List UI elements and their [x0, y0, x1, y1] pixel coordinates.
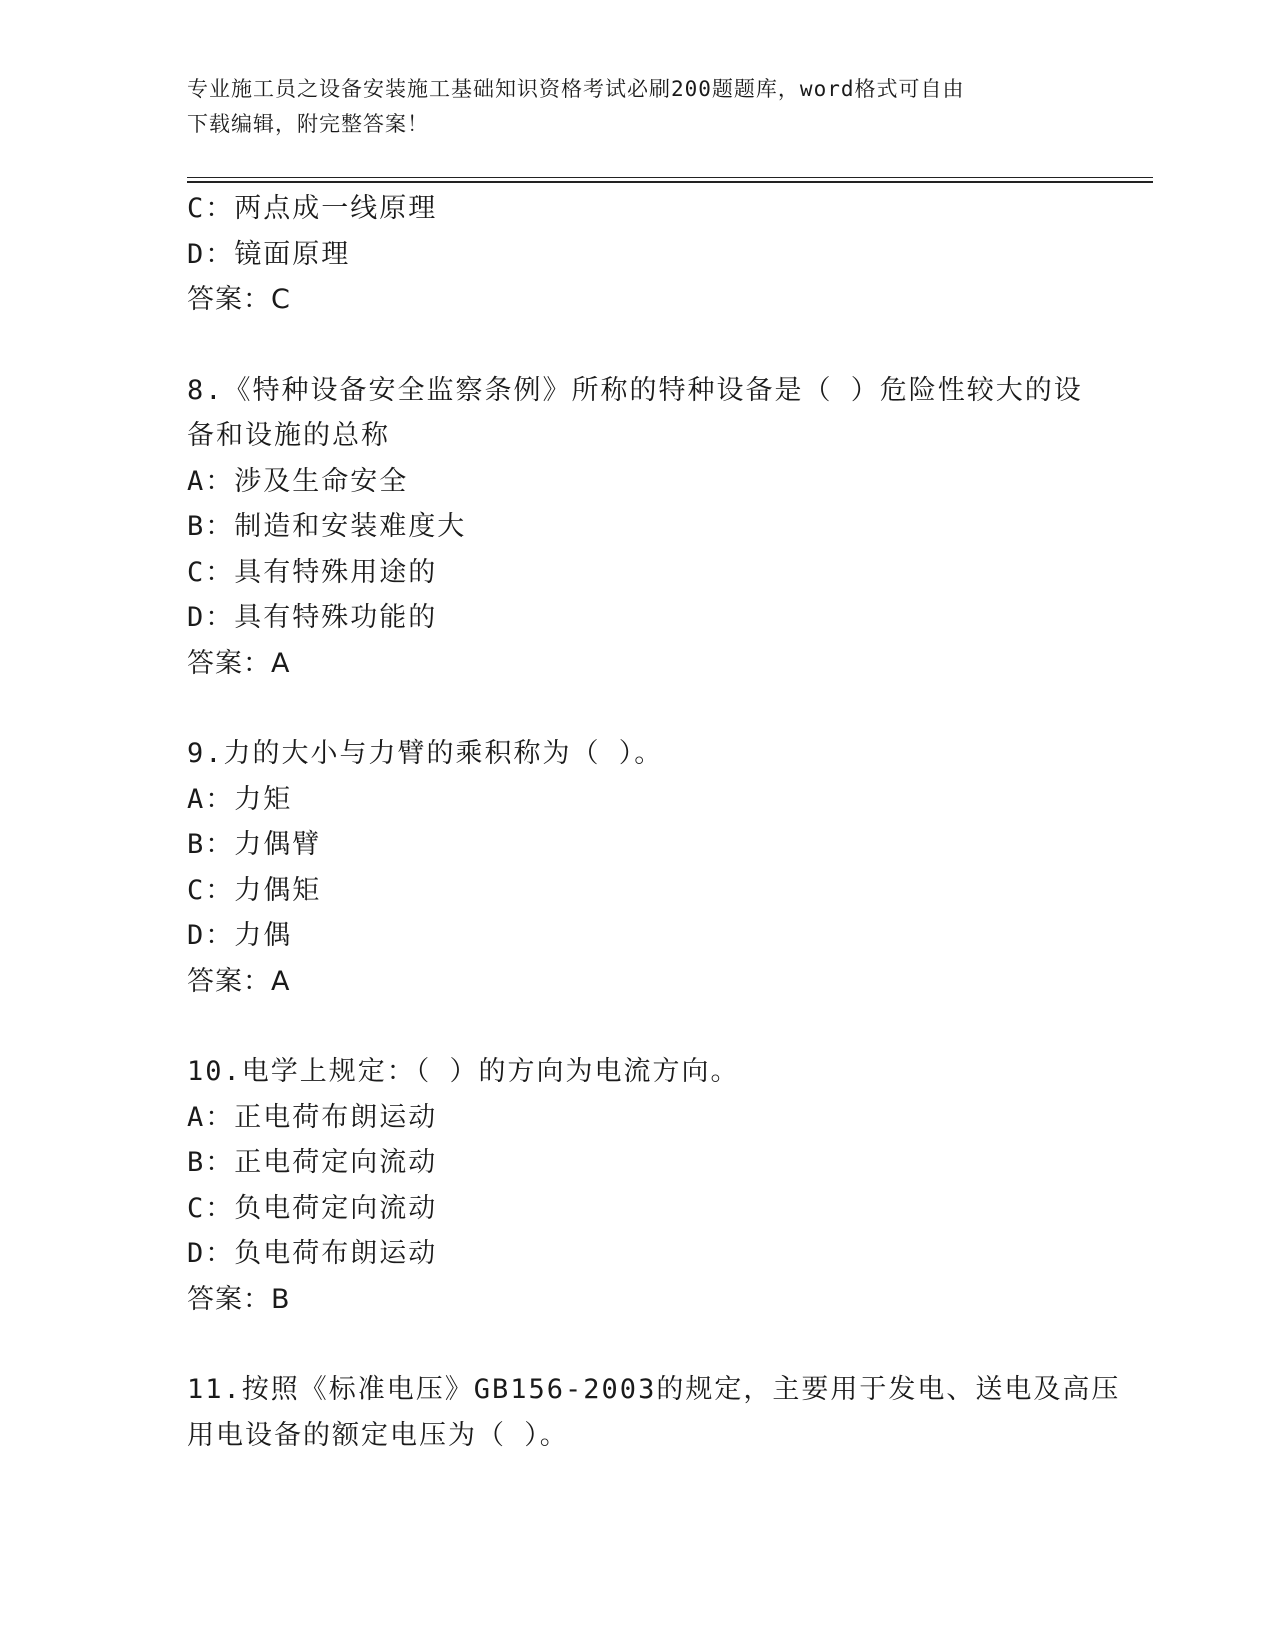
option-b: B：力偶臂	[187, 829, 322, 860]
question-10	[187, 1049, 1117, 1322]
answer-line: 答案：C	[187, 284, 291, 315]
option-a: A：涉及生命安全	[187, 465, 409, 497]
header-line-2: 下载编辑，附完整答案！	[187, 112, 429, 136]
answer-line: 答案：B	[187, 1283, 291, 1315]
option-c: C：两点成一线原理	[187, 193, 438, 224]
option-c: C：负电荷定向流动	[187, 1192, 438, 1224]
question-list	[187, 186, 1121, 1458]
question-gap	[187, 323, 1117, 368]
question-stem-line: 备和设施的总称	[187, 420, 390, 451]
question-stem-line: 11.按照《标准电压》GB156-2003的规定，主要用于发电、送电及高压	[187, 1374, 1121, 1405]
question-gap	[187, 1322, 1117, 1367]
option-d: D：具有特殊功能的	[187, 602, 438, 633]
document-header	[187, 72, 1077, 142]
option-d: D：力偶	[187, 920, 293, 951]
header-line-1: 专业施工员之设备安装施工基础知识资格考试必刷200题题库，word格式可自由	[187, 77, 965, 101]
option-a: A：正电荷布朗运动	[187, 1101, 438, 1133]
option-d: D：负电荷布朗运动	[187, 1238, 438, 1269]
option-d: D：镜面原理	[187, 238, 351, 270]
option-a: A：力矩	[187, 783, 293, 815]
question-stem-line: 10.电学上规定：（ ）的方向为电流方向。	[187, 1056, 740, 1087]
option-b: B：正电荷定向流动	[187, 1147, 438, 1178]
answer-line: 答案：A	[187, 965, 291, 997]
answer-line: 答案：A	[187, 647, 291, 679]
option-b: B：制造和安装难度大	[187, 511, 467, 542]
option-c: C：具有特殊用途的	[187, 556, 438, 588]
option-c: C：力偶矩	[187, 874, 322, 906]
header-divider	[187, 177, 1153, 183]
question-gap	[187, 686, 1117, 731]
question-11	[187, 1367, 1121, 1458]
question-9	[187, 731, 1117, 1004]
question-gap	[187, 1004, 1117, 1049]
question-stem-line: 9.力的大小与力臂的乘积称为（ ）。	[187, 738, 664, 769]
previous-question	[187, 186, 1117, 323]
question-8	[187, 368, 1117, 687]
question-stem-line: 8.《特种设备安全监察条例》所称的特种设备是（ ）危险性较大的设	[187, 374, 1083, 406]
question-stem-line: 用电设备的额定电压为（ ）。	[187, 1419, 569, 1451]
